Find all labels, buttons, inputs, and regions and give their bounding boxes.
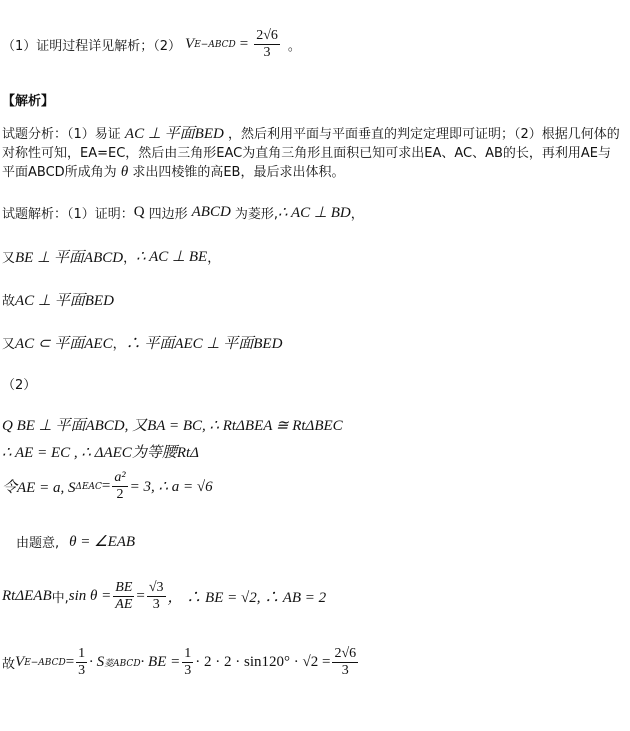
line10-n3: 2√6 [334,646,357,661]
line2-mid: ， [123,251,137,266]
line4-math-1: AC ⊂ 平面AEC [15,336,113,352]
line10-fraction-3 [332,646,358,679]
volume-fraction [254,28,280,61]
line10-d1: 3 [78,663,86,678]
since-symbol: Q [133,204,145,220]
solution-end: ， [350,207,364,222]
solution-math-2: ∴ AC ⊥ BD [277,205,351,221]
solution-line-3 [2,289,114,310]
line8-cn: 由题意, [16,536,60,551]
fraction-denominator: 3 [263,45,271,60]
line9-c: ， ∴ BE = √2, ∴ AB = 2 [167,590,327,606]
line9-n1: BE [115,580,133,595]
solution-math: ABCD [191,204,231,220]
solution-text: 四边形 [148,207,188,222]
line9-fraction-2 [147,580,166,613]
line7-den: 2 [116,487,124,502]
line7-a: 令AE = a, S [2,480,76,496]
line10-fraction-2 [182,646,193,679]
line9-d1: AE [115,597,133,612]
solution-line-2 [2,246,220,267]
solution-label: 试题解析：（1）证明： [2,207,134,222]
line10-vsub: E−ABCD [24,657,66,668]
solution-line-9 [2,580,326,613]
solution-line-4 [2,332,282,353]
line10-d3: 3 [341,663,349,678]
line10-d2: 3 [184,663,192,678]
line4-prefix: 又 [2,337,16,352]
line3-prefix: 故 [2,294,16,309]
line2-math-2: ∴ AC ⊥ BE [136,249,208,265]
line10-fraction-1 [76,646,87,679]
answer-text: （1）证明过程详见解析；（2） [2,39,182,54]
line9-n2: √3 [148,580,164,595]
line9-fraction-1 [113,580,134,613]
line7-fraction [112,470,127,503]
line10-tail: · 2 · 2 · sin120° · √2 = [195,654,331,670]
line7-sub: ΔEAC [75,481,102,492]
analysis-math-1: AC ⊥ 平面BED [124,126,224,142]
volume-symbol: V [185,36,195,52]
line7-c: = 3, ∴ a = √6 [129,479,213,495]
line7-b: = [101,478,111,494]
line10-n2: 1 [184,646,192,661]
line2-math-1: BE ⊥ 平面ABCD [15,250,124,266]
volume-subscript: E−ABCD [194,39,236,50]
line10-s: · S [89,654,105,670]
analysis-label: 试题分析：（1）易证 [2,127,121,142]
line9-b: sin θ = [68,588,112,604]
solution-line-6: ∴ AE = EC , ∴ ΔAEC为等腰RtΔ [2,445,199,461]
line3-math: AC ⊥ 平面BED [15,293,114,309]
line4-math-2: ∴ 平面AEC ⊥ 平面BED [125,336,283,352]
solution-line-1 [2,203,364,222]
line2-end: ， [207,251,221,266]
analysis-paragraph [2,125,622,182]
equals: = [239,36,249,52]
solution-line-8 [16,532,135,551]
line9-d2: 3 [152,597,160,612]
analysis-text-3: 求出四棱锥的高EB，最后求出体积。 [132,165,345,180]
analysis-text-2: ，然后利用平面与平面垂直的判定定理即可证明；（2）根据几何体的对称性可知，EA=EC，然后由三角形EAC为直角三角形且面积已知可求出EA、AC、AB的长，再利用AE与平面ABCD所成角为 [2,127,620,180]
line10-n1: 1 [78,646,86,661]
line10-v: V [15,654,25,670]
answer-end: 。 [287,39,301,54]
line10-ssub: 菱ABCD [104,659,141,669]
line10-cn: 故 [2,657,16,672]
line9-eq: = [136,588,145,604]
line8-math: θ = ∠EAB [69,534,136,550]
solution-line-7 [2,470,213,503]
analysis-heading: 【解析】 [2,94,55,109]
part2-label: （2） [2,378,37,393]
theta-symbol: θ [120,164,129,180]
solution-text-2: 为菱形, [234,207,278,222]
line4-mid: ， [112,337,126,352]
line9-cn: 中, [51,591,69,606]
line9-a: RtΔEAB [2,588,52,604]
solution-line-10 [2,646,360,679]
fraction-numerator: 2√6 [256,28,278,43]
line10-eq: = [65,654,75,670]
answer-line [2,28,301,61]
line2-prefix: 又 [2,251,16,266]
line7-num: a² [114,470,126,485]
solution-line-5: Q BE ⊥ 平面ABCD, 又BA = BC, ∴ RtΔBEA ≅ RtΔBEC [2,418,343,434]
line10-mid: · BE = [140,654,181,670]
